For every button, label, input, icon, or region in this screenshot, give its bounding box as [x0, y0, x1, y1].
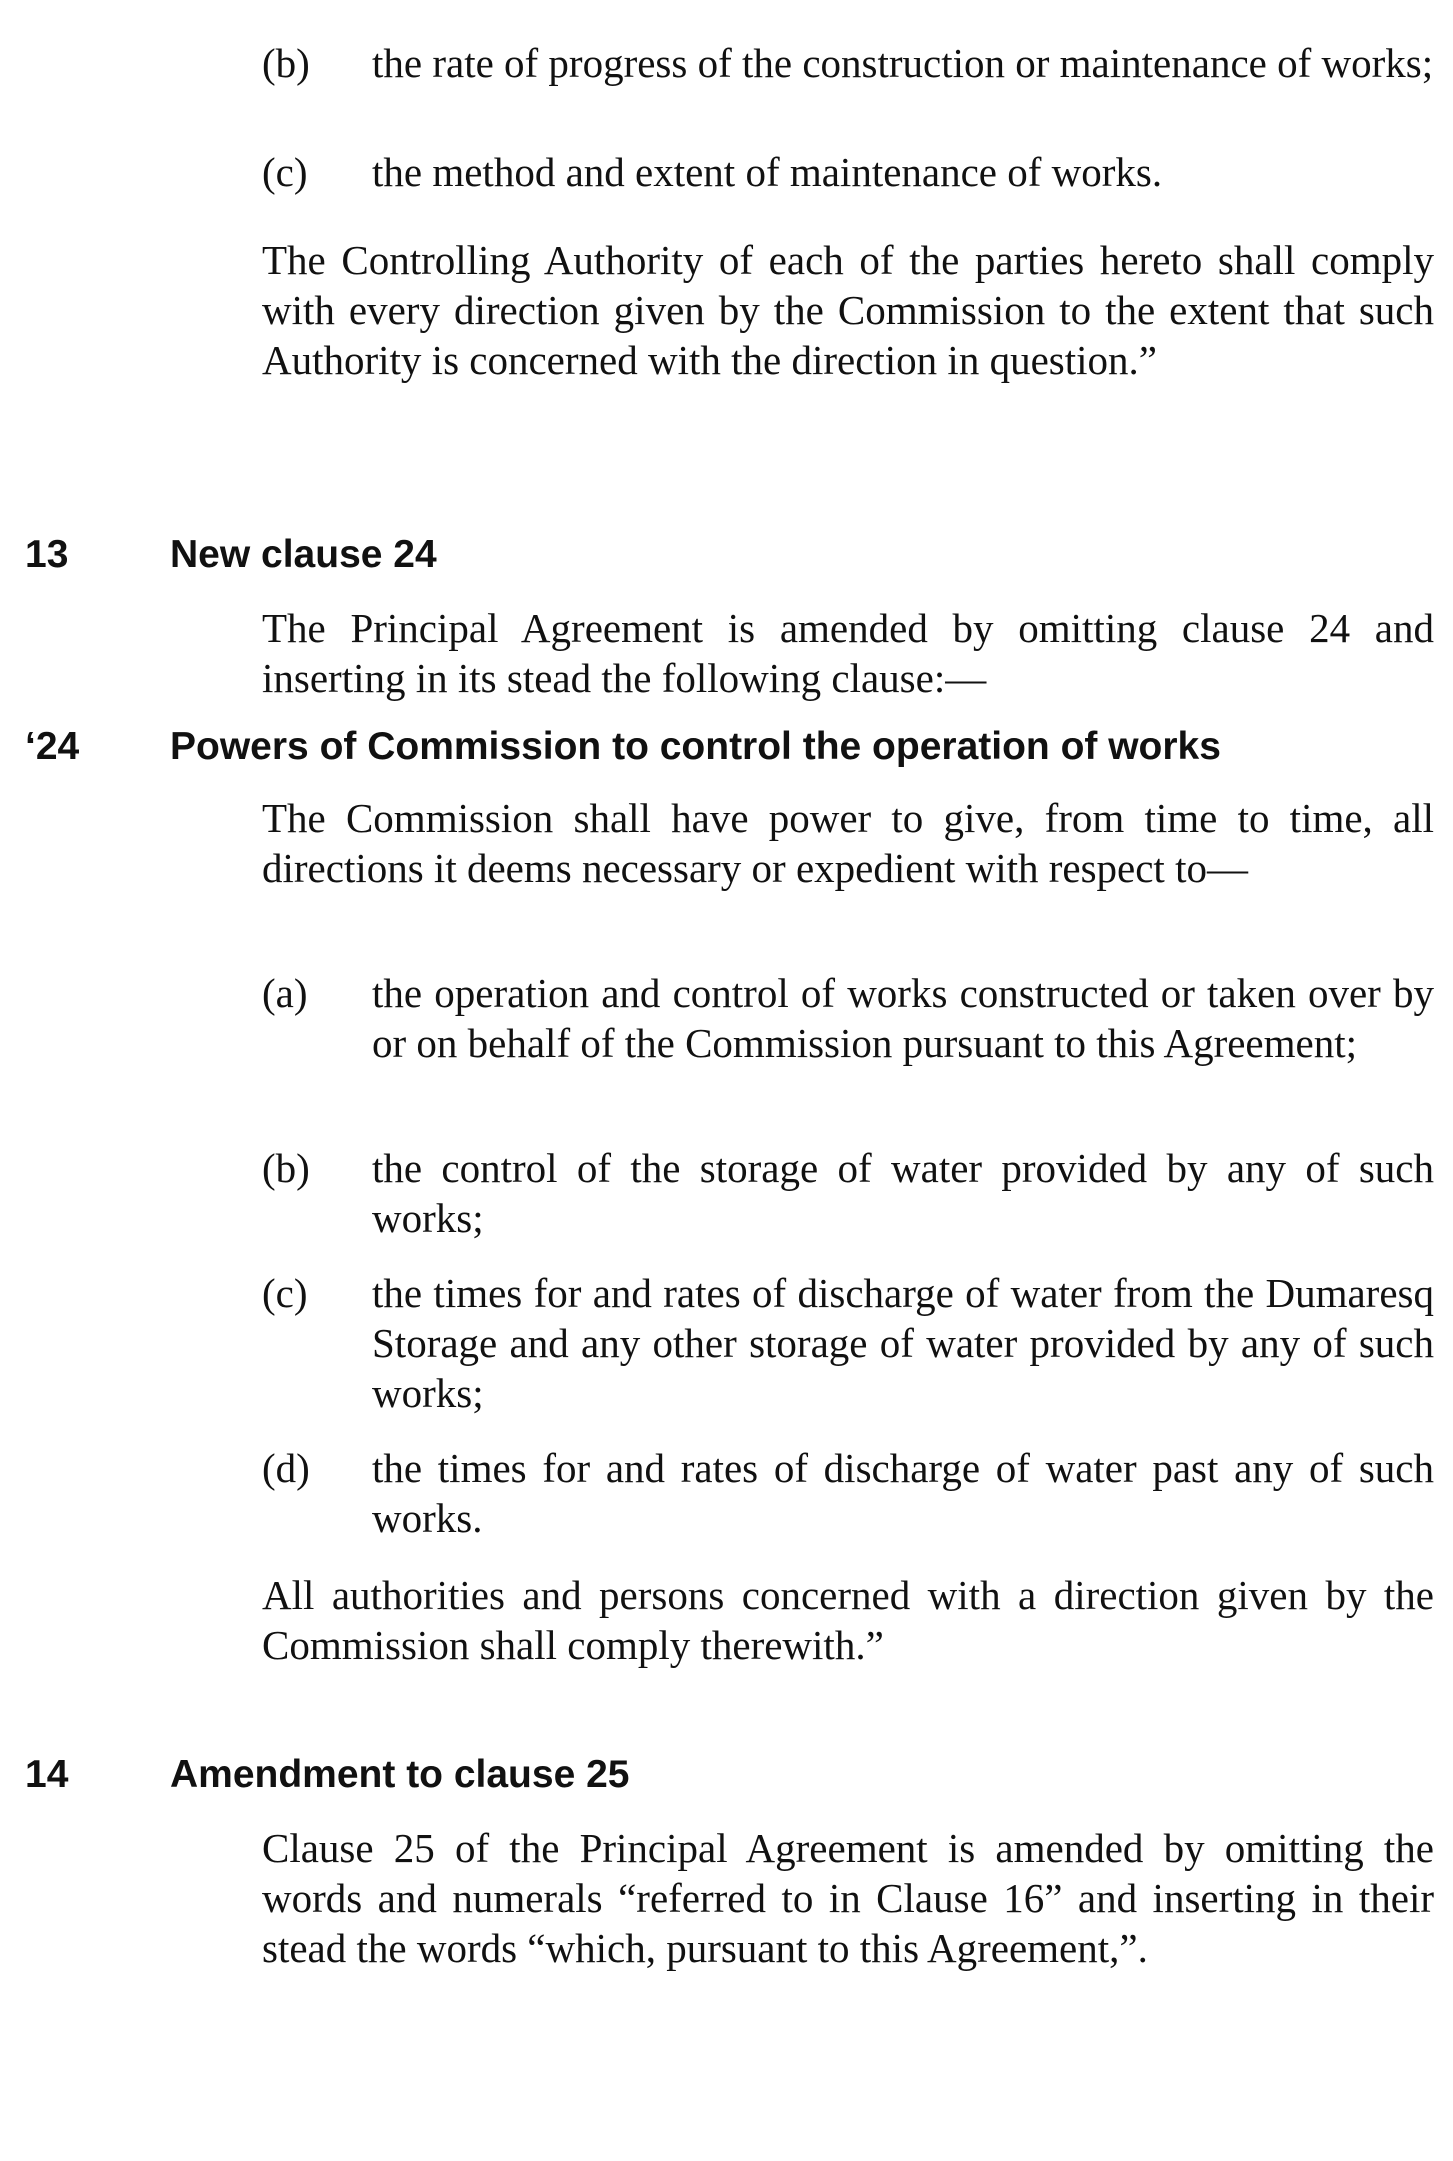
- clause-24-closing: All authorities and persons concerned with a direction given by the Commission shall comply therewith.”: [262, 1572, 1434, 1668]
- item-label: (c): [262, 1270, 308, 1316]
- clause-24-number: ‘24: [25, 725, 80, 768]
- item-label: (c): [262, 149, 308, 195]
- item-label: (d): [262, 1445, 310, 1491]
- item-label: (b): [262, 40, 310, 86]
- section-14-body: Clause 25 of the Principal Agreement is amended by omitting the words and numerals “referred to in Clause 16” and inserting in their stead the words “which, pursuant to this Agreement,”.: [262, 1825, 1434, 1971]
- clause-24-intro: The Commission shall have power to give, from time to time, all directions it deems necessary or expedient with respect to—: [262, 795, 1434, 891]
- section-14-number: 14: [25, 1753, 69, 1796]
- item-text: the operation and control of works constructed or taken over by or on behalf of the Commission pursuant to this Agreement;: [372, 970, 1434, 1066]
- item-label: (b): [262, 1145, 310, 1191]
- section-13-body: The Principal Agreement is amended by omitting clause 24 and inserting in its stead the following clause:—: [262, 605, 1434, 701]
- item-text: the rate of progress of the construction or maintenance of works;: [372, 40, 1434, 86]
- clause-24-heading: Powers of Commission to control the operation of works: [170, 725, 1221, 768]
- section-14-heading: Amendment to clause 25: [170, 1753, 630, 1796]
- item-label: (a): [262, 970, 308, 1016]
- item-text: the times for and rates of discharge of water from the Dumaresq Storage and any other storage of water provided by any of such works;: [372, 1270, 1434, 1416]
- item-text: the control of the storage of water provided by any of such works;: [372, 1145, 1434, 1241]
- item-text: the method and extent of maintenance of works.: [372, 149, 1163, 195]
- section-13-heading: New clause 24: [170, 533, 437, 576]
- item-text: the times for and rates of discharge of water past any of such works.: [372, 1445, 1434, 1541]
- controlling-authority-paragraph: The Controlling Authority of each of the parties hereto shall comply with every direction given by the Commission to the extent that such Authority is concerned with the direction in question.”: [262, 237, 1434, 383]
- section-13-number: 13: [25, 533, 69, 576]
